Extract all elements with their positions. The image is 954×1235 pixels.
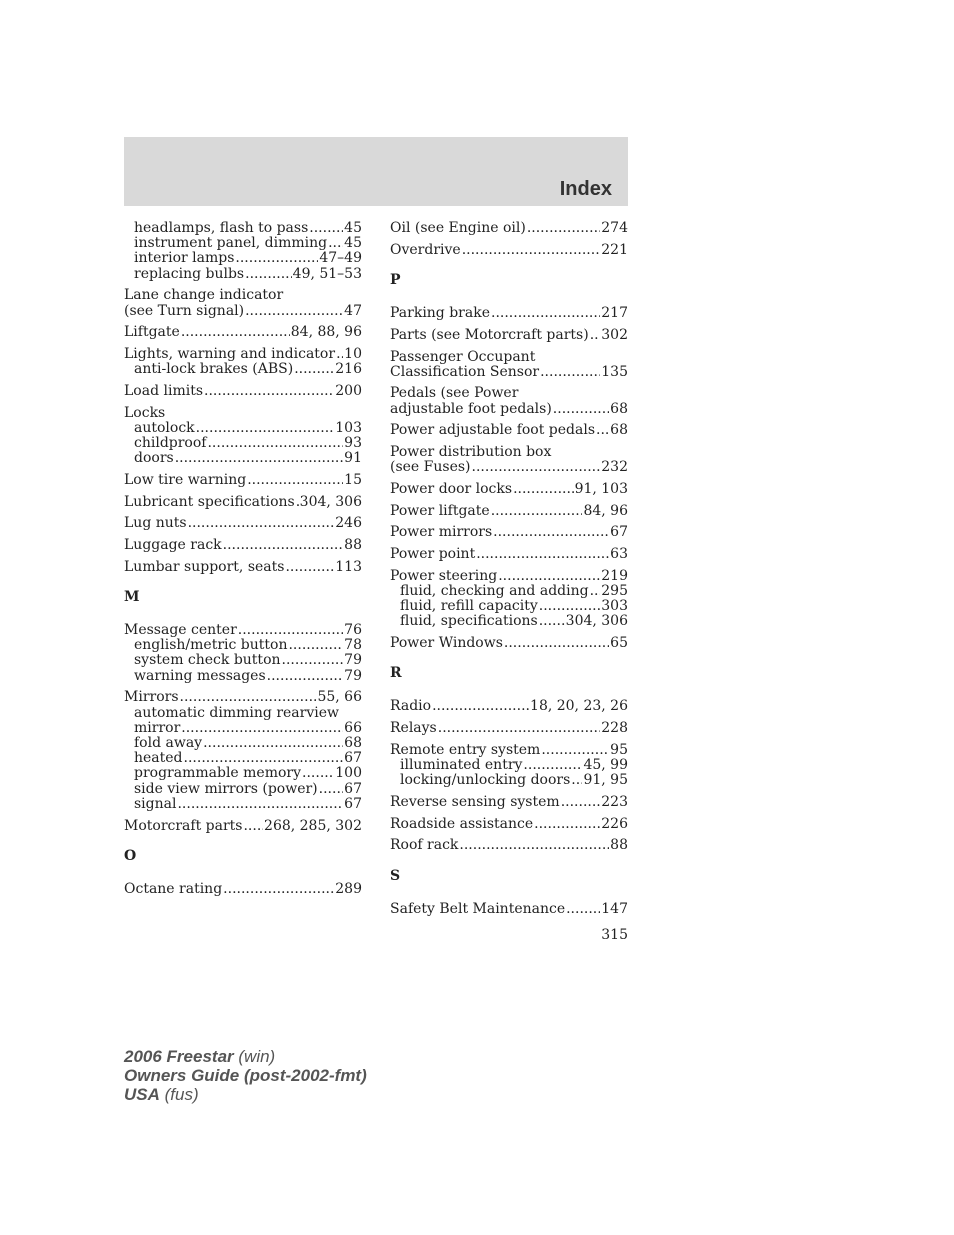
index-term: Luggage rack	[124, 536, 222, 553]
index-term: signal	[134, 795, 177, 812]
index-term: autolock	[134, 419, 195, 436]
index-entry-row	[124, 473, 362, 488]
dot-leader	[309, 221, 343, 236]
index-entry-row	[390, 795, 628, 810]
index-term: Power mirrors	[390, 524, 493, 541]
index-entry	[390, 699, 628, 714]
index-entry	[124, 347, 362, 377]
index-entry-row	[390, 721, 628, 736]
index-entry	[124, 516, 362, 531]
dot-leader	[541, 743, 609, 758]
index-entry-row	[390, 460, 628, 475]
dot-leader	[462, 243, 601, 258]
dot-leader	[175, 451, 343, 466]
dot-leader	[288, 638, 343, 653]
dot-leader	[267, 669, 344, 684]
dot-leader	[247, 473, 343, 488]
index-subentry-row	[124, 451, 362, 466]
index-term: Locks	[124, 404, 166, 421]
index-page-ref: 304, 306	[565, 613, 628, 630]
index-term: fluid, specifications	[400, 613, 538, 630]
index-entry	[390, 350, 628, 380]
index-entry-row	[390, 569, 628, 584]
index-term: Lumbar support, seats	[124, 558, 285, 575]
index-term: Parking brake	[390, 305, 490, 322]
index-term: Classification Sensor	[390, 363, 540, 380]
dot-leader	[296, 495, 299, 510]
index-term: Radio	[390, 698, 432, 715]
index-entry	[124, 288, 362, 318]
index-subentry-row	[124, 721, 362, 736]
index-entry-row	[390, 423, 628, 438]
index-page-ref: 45	[344, 235, 362, 252]
index-entry	[124, 384, 362, 399]
index-entry	[124, 473, 362, 488]
index-section-letter: P	[390, 271, 401, 288]
dot-leader	[523, 758, 582, 773]
dot-leader	[491, 504, 583, 519]
index-entry-row	[124, 288, 362, 303]
index-entry-row	[124, 690, 362, 705]
index-term: locking/unlocking doors	[400, 772, 571, 789]
index-term: Power liftgate	[390, 502, 490, 519]
dot-leader	[571, 773, 582, 788]
index-entry-row	[390, 525, 628, 540]
dot-leader	[553, 402, 609, 417]
index-entry	[390, 306, 628, 321]
index-subentry-row	[124, 251, 362, 266]
index-page-ref: 10	[344, 345, 362, 362]
index-page-ref: 84, 96	[583, 502, 628, 519]
dot-leader	[491, 306, 600, 321]
index-entry	[124, 690, 362, 812]
dot-leader	[196, 421, 335, 436]
index-term: Safety Belt Maintenance	[390, 900, 566, 917]
index-page-ref: 63	[610, 546, 628, 563]
index-entry-row	[124, 538, 362, 553]
index-page-ref: 217	[601, 305, 628, 322]
dot-leader	[590, 328, 601, 343]
dot-leader	[319, 782, 344, 797]
dot-leader	[245, 304, 343, 319]
index-term: Lane change indicator	[124, 287, 284, 304]
index-term: Reverse sensing system	[390, 793, 560, 810]
index-term: Liftgate	[124, 324, 180, 341]
index-page-ref: 88	[344, 536, 362, 553]
dot-leader	[513, 482, 573, 497]
index-entry-row	[390, 221, 628, 236]
index-page-ref: 216	[335, 361, 362, 378]
index-subentry-row	[124, 766, 362, 781]
index-entry	[390, 636, 628, 651]
index-entry-row	[390, 482, 628, 497]
index-entry	[390, 547, 628, 562]
index-subentry-row	[390, 773, 628, 788]
index-term: (see Fuses)	[390, 459, 471, 476]
index-term: Relays	[390, 720, 437, 737]
index-page-ref: 49, 51–53	[292, 265, 362, 282]
index-term: Parts (see Motorcraft parts)	[390, 326, 589, 343]
index-subentry-row	[124, 669, 362, 684]
index-entry-row	[124, 325, 362, 340]
dot-leader	[184, 751, 344, 766]
index-entry-row	[390, 838, 628, 853]
dot-leader	[181, 721, 343, 736]
index-term: headlamps, flash to pass	[134, 220, 309, 236]
index-entry	[390, 525, 628, 540]
index-entry	[124, 221, 362, 282]
dot-leader	[540, 365, 600, 380]
index-entry-row	[390, 902, 628, 917]
footer-guide: Owners Guide (post-2002-fmt)	[124, 1066, 367, 1085]
index-section-letter: S	[390, 867, 401, 884]
index-entry-row	[390, 350, 628, 365]
index-page-ref: 47–49	[319, 250, 362, 267]
index-term: instrument panel, dimming	[134, 235, 328, 252]
index-term: Power Windows	[390, 635, 503, 652]
index-term: Motorcraft parts	[124, 817, 243, 834]
index-term: adjustable foot pedals)	[390, 400, 552, 417]
index-term: fold away	[134, 734, 203, 751]
index-entry	[390, 569, 628, 630]
index-entry	[390, 423, 628, 438]
index-entry	[124, 882, 362, 897]
index-term: Power door locks	[390, 480, 513, 497]
dot-leader	[590, 584, 601, 599]
index-entry-row	[124, 406, 362, 421]
index-entry-row	[390, 636, 628, 651]
index-term: fluid, checking and adding	[400, 582, 589, 599]
index-entry	[124, 406, 362, 467]
index-page-ref: 219	[601, 567, 628, 584]
index-page-ref: 228	[601, 720, 628, 737]
index-page-ref: 91	[344, 450, 362, 467]
index-subentry-row	[124, 653, 362, 668]
index-term: anti-lock brakes (ABS)	[134, 361, 294, 378]
index-entry	[124, 538, 362, 553]
index-page-ref: 221	[601, 241, 628, 258]
dot-leader	[207, 436, 343, 451]
index-term: heated	[134, 750, 183, 767]
index-entry-row	[124, 623, 362, 638]
dot-leader	[539, 614, 565, 629]
dot-leader	[223, 882, 334, 897]
index-term: Roof rack	[390, 837, 459, 854]
index-entry	[124, 819, 362, 834]
index-term: programmable memory	[134, 765, 302, 782]
index-entry-row	[390, 445, 628, 460]
index-page-ref: 88	[610, 837, 628, 854]
index-entry	[390, 243, 628, 258]
index-entry	[390, 445, 628, 475]
dot-leader	[476, 547, 609, 562]
index-entry	[390, 721, 628, 736]
index-entry-row	[124, 882, 362, 897]
index-entry	[390, 795, 628, 810]
index-page-ref: 100	[335, 765, 362, 782]
index-page-ref: 67	[344, 780, 362, 797]
index-term: replacing bulbs	[134, 265, 245, 282]
index-term: illuminated entry	[400, 757, 523, 774]
index-entry	[390, 838, 628, 853]
index-subentry-row	[124, 751, 362, 766]
dot-leader	[566, 902, 600, 917]
index-entry-row	[124, 560, 362, 575]
index-entry-row	[390, 328, 628, 343]
index-term: Oil (see Engine oil)	[390, 220, 526, 236]
index-term: Lubricant specifications	[124, 493, 295, 510]
dot-leader	[561, 795, 601, 810]
dot-leader	[282, 653, 344, 668]
index-entry	[390, 743, 628, 789]
index-subentry-row	[124, 782, 362, 797]
index-entry	[390, 386, 628, 416]
dot-leader	[177, 797, 343, 812]
index-subentry-row	[124, 221, 362, 236]
index-term: mirror	[134, 719, 181, 736]
index-page-ref: 55, 66	[317, 689, 362, 706]
index-page-ref: 147	[601, 900, 628, 917]
index-page-ref: 47	[344, 302, 362, 319]
index-section-letter: R	[390, 665, 402, 682]
index-term: warning messages	[134, 667, 266, 684]
index-page-ref: 78	[344, 637, 362, 654]
dot-leader	[245, 267, 292, 282]
index-page-ref: 200	[335, 382, 362, 399]
dot-leader	[527, 221, 600, 236]
index-entry	[124, 560, 362, 575]
dot-leader	[472, 460, 601, 475]
dot-leader	[188, 516, 335, 531]
index-subentry-row	[390, 614, 628, 629]
index-subentry-row	[124, 267, 362, 282]
dot-leader	[203, 736, 343, 751]
index-subentry-row	[124, 638, 362, 653]
index-entry-row	[390, 386, 628, 401]
footer-market: USA	[124, 1085, 160, 1104]
index-page-ref: 303	[601, 598, 628, 615]
index-term: Low tire warning	[124, 471, 247, 488]
index-page-ref: 68	[344, 734, 362, 751]
index-page-ref: 67	[344, 795, 362, 812]
index-page-ref: 65	[610, 635, 628, 652]
index-entry-row	[124, 347, 362, 362]
index-page-ref: 91, 103	[574, 480, 628, 497]
index-column-left	[124, 221, 362, 904]
dot-leader	[223, 538, 344, 553]
index-term: doors	[134, 450, 174, 467]
index-term: interior lamps	[134, 250, 235, 267]
dot-leader	[539, 599, 601, 614]
index-entry-row	[124, 304, 362, 319]
index-entry	[390, 221, 628, 236]
index-column-right	[390, 221, 628, 924]
index-term: Remote entry system	[390, 741, 541, 758]
index-entry	[390, 504, 628, 519]
dot-leader	[204, 384, 334, 399]
index-term: Load limits	[124, 382, 204, 399]
index-term: Power distribution box	[390, 444, 552, 461]
index-term: fluid, refill capacity	[400, 598, 538, 615]
index-page-ref: 79	[344, 652, 362, 669]
index-subentry-row	[124, 362, 362, 377]
index-term: Passenger Occupant	[390, 348, 536, 365]
index-page-ref: 66	[344, 719, 362, 736]
index-term: childproof	[134, 434, 207, 451]
index-page-ref: 79	[344, 667, 362, 684]
index-term: automatic dimming rearview	[134, 704, 340, 721]
index-page-ref: 45	[344, 220, 362, 236]
dot-leader	[294, 362, 334, 377]
index-entry	[124, 495, 362, 510]
index-page-ref: 76	[344, 622, 362, 639]
dot-leader	[180, 690, 317, 705]
dot-leader	[285, 560, 334, 575]
index-subentry-row	[124, 736, 362, 751]
index-subentry-row	[390, 584, 628, 599]
dot-leader	[238, 623, 343, 638]
dot-leader	[432, 699, 529, 714]
index-subentry-row	[124, 436, 362, 451]
index-entry-row	[390, 306, 628, 321]
index-subentry-row	[390, 599, 628, 614]
dot-leader	[336, 347, 343, 362]
index-term: Message center	[124, 622, 237, 639]
page-title: Index	[559, 178, 612, 200]
index-page-ref: 67	[344, 750, 362, 767]
index-page-ref: 67	[610, 524, 628, 541]
page-header-bar	[124, 137, 628, 206]
dot-leader	[493, 525, 609, 540]
index-term: Lights, warning and indicator	[124, 345, 336, 362]
index-entry-row	[390, 817, 628, 832]
index-page-ref: 15	[344, 471, 362, 488]
dot-leader	[235, 251, 318, 266]
index-entry-row	[390, 402, 628, 417]
index-page-ref: 113	[335, 558, 362, 575]
index-subentry-row	[124, 797, 362, 812]
index-entry-row	[124, 495, 362, 510]
index-entry-row	[124, 819, 362, 834]
footer-model-code: (win)	[238, 1047, 276, 1066]
dot-leader	[596, 423, 609, 438]
index-term: (see Turn signal)	[124, 302, 245, 319]
index-entry-row	[124, 384, 362, 399]
index-term: Mirrors	[124, 689, 179, 706]
index-page-ref: 226	[601, 815, 628, 832]
index-subentry-row	[124, 421, 362, 436]
index-entry	[124, 325, 362, 340]
index-term: english/metric button	[134, 637, 288, 654]
dot-leader	[498, 569, 600, 584]
dot-leader	[438, 721, 601, 736]
index-page-ref: 68	[610, 400, 628, 417]
index-page-ref: 274	[601, 220, 628, 236]
index-term: Power adjustable foot pedals	[390, 422, 596, 439]
index-entry-row	[390, 699, 628, 714]
dot-leader	[243, 819, 263, 834]
index-entry-row	[390, 547, 628, 562]
index-page-ref: 232	[601, 459, 628, 476]
document-footer	[124, 1047, 367, 1104]
index-term: Pedals (see Power	[390, 385, 519, 402]
index-page-ref: 18, 20, 23, 26	[530, 698, 628, 715]
index-page-ref: 223	[601, 793, 628, 810]
index-page-ref: 103	[335, 419, 362, 436]
index-subentry-row	[390, 758, 628, 773]
index-term: Power steering	[390, 567, 498, 584]
index-term: system check button	[134, 652, 281, 669]
dot-leader	[302, 766, 334, 781]
index-page-ref: 93	[344, 434, 362, 451]
index-term: side view mirrors (power)	[134, 780, 318, 797]
footer-market-code: (fus)	[164, 1085, 199, 1104]
dot-leader	[459, 838, 609, 853]
index-entry	[390, 328, 628, 343]
index-section-letter: M	[124, 588, 140, 605]
index-entry-row	[390, 504, 628, 519]
index-term: Roadside assistance	[390, 815, 534, 832]
index-page-ref: 91, 95	[583, 772, 628, 789]
index-entry-row	[390, 365, 628, 380]
index-subentry-row	[124, 706, 362, 721]
index-entry	[390, 902, 628, 917]
index-entry-row	[390, 743, 628, 758]
index-page-ref: 246	[335, 515, 362, 532]
index-entry	[390, 482, 628, 497]
footer-model: 2006 Freestar	[124, 1047, 234, 1066]
index-section-letter: O	[124, 847, 137, 864]
index-page-ref: 45, 99	[583, 757, 628, 774]
index-term: Lug nuts	[124, 515, 187, 532]
index-subentry-row	[124, 236, 362, 251]
dot-leader	[534, 817, 600, 832]
index-entry	[124, 623, 362, 684]
index-page-ref: 295	[601, 582, 628, 599]
index-term: Octane rating	[124, 880, 223, 897]
dot-leader	[181, 325, 290, 340]
index-entry-row	[390, 243, 628, 258]
index-entry-row	[124, 516, 362, 531]
index-page-ref: 95	[610, 741, 628, 758]
dot-leader	[504, 636, 609, 651]
index-page-ref: 304, 306	[299, 493, 362, 510]
index-page-ref: 289	[335, 880, 362, 897]
index-page-ref: 84, 88, 96	[290, 324, 362, 341]
index-page-ref: 302	[601, 326, 628, 343]
page-number: 315	[601, 927, 628, 943]
index-page-ref: 135	[601, 363, 628, 380]
index-entry	[390, 817, 628, 832]
index-page-ref: 68	[610, 422, 628, 439]
index-page-ref: 268, 285, 302	[264, 817, 362, 834]
dot-leader	[328, 236, 343, 251]
index-term: Overdrive	[390, 241, 461, 258]
index-term: Power point	[390, 546, 476, 563]
